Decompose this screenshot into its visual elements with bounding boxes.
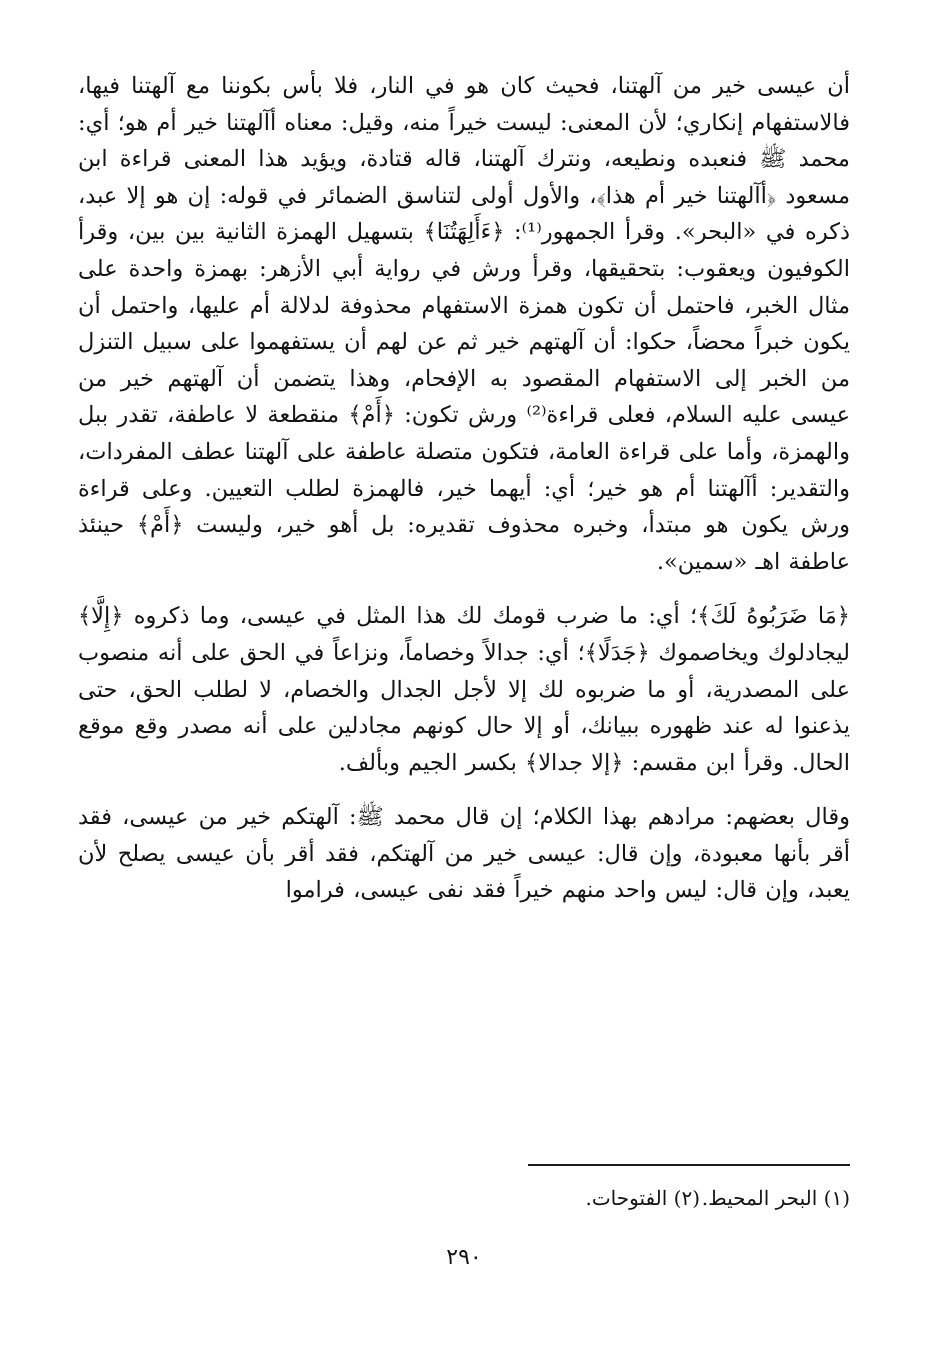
page-number: ٢٩٠ bbox=[446, 1245, 482, 1270]
paragraph-3 bbox=[78, 799, 850, 909]
paragraph-1-text: أن عيسى خير من آلهتنا، فحيث كان هو في النار، فلا بأس بكوننا مع آلهتنا فيها، فالاستفهام إنكاري؛ لأن المعنى: ليست خيراً منه، وقيل: معناه أآلهتنا خير أم هو؛ أي: محمد ﷺ فنعبده ونطيعه، ونترك آلهتنا، قاله قتادة، ويؤيد هذا المعنى قراءة ابن مسعود ﴿أآلهتنا خير أم هذا﴾، والأول أولى لتناسق الضمائر في قوله: إن هو إلا عبد، ذكره في «البحر». وقرأ الجمهور⁽¹⁾: ﴿ءَأَلِهَتُنَا﴾ بتسهيل الهمزة الثانية بين بين، وقرأ الكوفيون ويعقوب: بتحقيقها، وقرأ ورش في رواية أبي الأزهر: بهمزة واحدة على مثال الخبر، فاحتمل أن تكون همزة الاستفهام محذوفة لدلالة أم عليها، واحتمل أن يكون خبراً محضاً، حكوا: أن آلهتهم خير ثم عن لهم أن يستفهموا على سبيل التنزل من الخبر إلى الاستفهام المقصود به الإفحام، وهذا يتضمن أن آلهتهم خير من عيسى عليه السلام، فعلى قراءة⁽²⁾ ورش تكون: ﴿أَمْ﴾ منقطعة لا عاطفة، تقدر ببل والهمزة، وأما على قراءة العامة، فتكون متصلة عاطفة على آلهتنا عطف المفردات، والتقدير: أآلهتنا أم هو خير؛ أي: أيهما خير، فالهمزة لطلب التعيين. وعلى قراءة ورش يكون هو مبتدأ، وخبره محذوف تقديره: بل أهو خير، وليست ﴿أَمْ﴾ حينئذ عاطفة اهـ «سمين». bbox=[78, 73, 850, 575]
footnotes bbox=[78, 1183, 850, 1213]
page-body bbox=[78, 68, 850, 1270]
paragraph-2-text: ﴿مَا ضَرَبُوهُ لَكَ﴾؛ أي: ما ضرب قومك لك هذا المثل في عيسى، وما ذكروه ﴿إِلَّا﴾ ليجادلوك ويخاصموك ﴿جَدَلًا﴾؛ أي: جدالاً وخصاماً، ونزاعاً في الحق على أنه منصوب على المصدرية، أو ما ضربوه لك إلا لأجل الجدال والخصام، لا لطلب الحق، حتى يذعنوا له عند ظهوره ببيانك، أو إلا حال كونهم مجادلين على أنه مصدر وقع موقع الحال. وقرأ ابن مقسم: ﴿إلا جدالا﴾ بكسر الجيم وبألف. bbox=[78, 603, 850, 776]
footnote-1: (١) البحر المحيط. bbox=[701, 1186, 850, 1210]
footnote-2: (٢) الفتوحات. bbox=[585, 1186, 700, 1210]
paragraph-3-text: وقال بعضهم: مرادهم بهذا الكلام؛ إن قال محمد ﷺ: آلهتكم خير من عيسى، فقد أقر بأنها معبودة، وإن قال: عيسى خير من آلهتكم، فقد أقر بأن عيسى يصلح لأن يعبد، وإن قال: ليس واحد منهم خيراً فقد نفى عيسى، فراموا bbox=[78, 804, 850, 904]
footnote-divider bbox=[528, 1164, 850, 1166]
paragraph-1 bbox=[78, 68, 850, 580]
paragraph-2 bbox=[78, 598, 850, 781]
